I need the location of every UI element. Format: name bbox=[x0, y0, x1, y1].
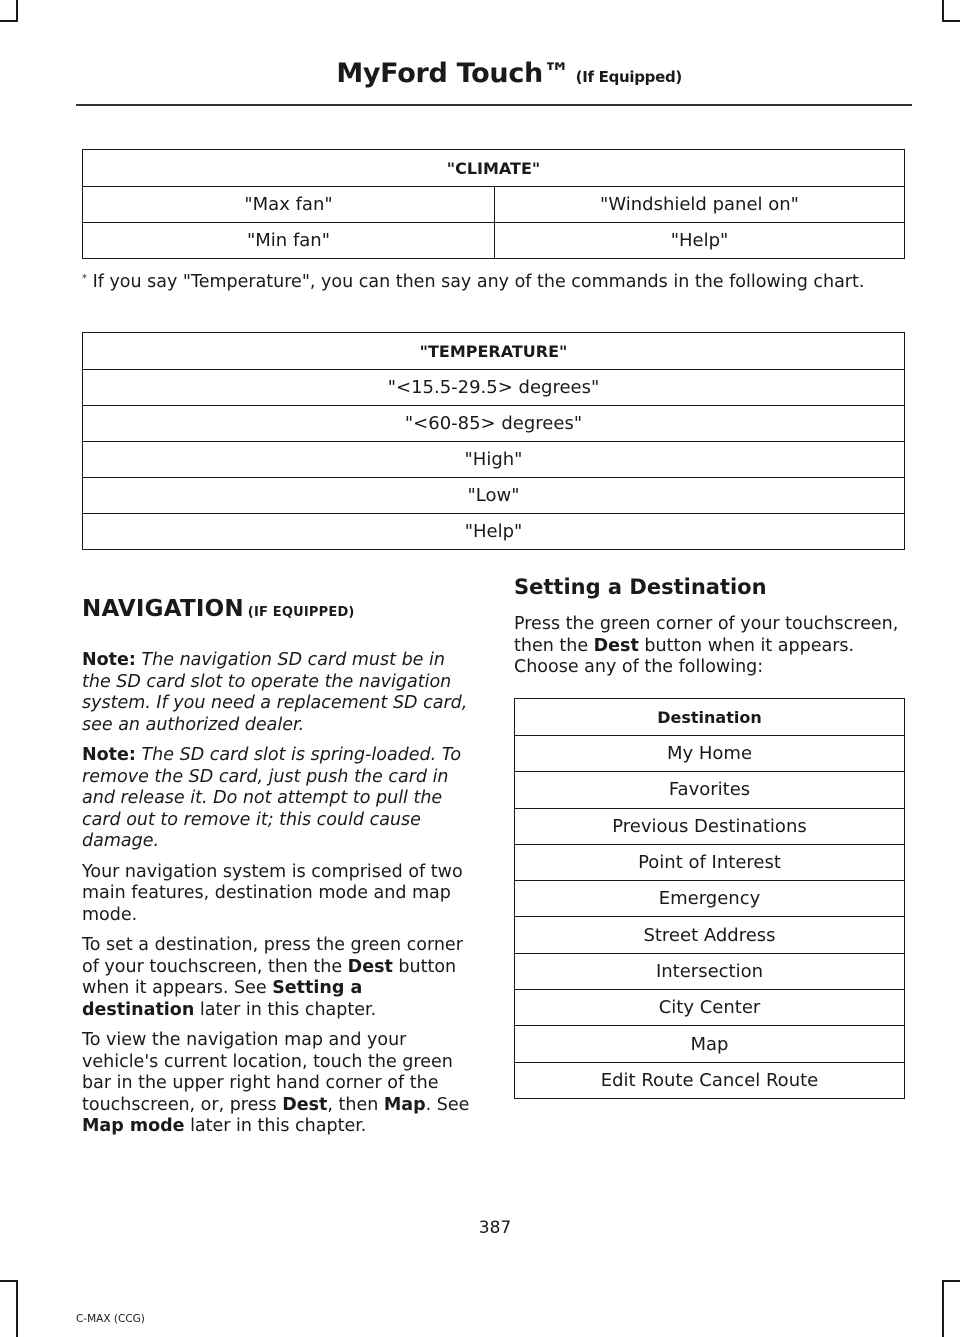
note-label: Note: bbox=[82, 650, 136, 670]
destination-option: Street Address bbox=[515, 917, 905, 953]
temperature-table bbox=[82, 332, 905, 550]
temperature-table-header: "TEMPERATURE" bbox=[83, 333, 905, 370]
navigation-heading bbox=[82, 596, 355, 622]
crop-mark-bottom-right-h bbox=[942, 1280, 960, 1282]
destination-table-header: Destination bbox=[515, 699, 905, 736]
crop-mark-bottom-right bbox=[942, 1280, 944, 1337]
climate-table-header: "CLIMATE" bbox=[83, 150, 905, 187]
model-code: C-MAX (CCG) bbox=[76, 1313, 145, 1325]
setting-destination-link[interactable]: Setting a destination bbox=[82, 978, 363, 1020]
footnote-text: If you say "Temperature", you can then say any of the commands in the following chart. bbox=[87, 272, 865, 292]
header-title-text: MyFord Touch™ bbox=[336, 58, 570, 89]
map-mode-link[interactable]: Map mode bbox=[82, 1116, 185, 1136]
note-spring-loaded bbox=[82, 745, 477, 853]
text-run: later in this chapter. bbox=[184, 1116, 367, 1136]
crop-mark-top-right-h bbox=[942, 20, 960, 22]
temperature-cell: "<15.5-29.5> degrees" bbox=[83, 370, 905, 406]
crop-mark-top-right bbox=[942, 0, 944, 22]
text-run: button when it appears. See bbox=[82, 956, 457, 998]
crop-mark-bottom-left bbox=[16, 1280, 18, 1337]
dest-keyword: Dest bbox=[282, 1094, 328, 1115]
note-label: Note: bbox=[82, 745, 136, 765]
page-header-title bbox=[336, 58, 682, 89]
climate-cell: "Help" bbox=[495, 223, 905, 259]
destination-option: My Home bbox=[515, 736, 905, 772]
destination-option: City Center bbox=[515, 990, 905, 1026]
text-run: Press the green corner of your touchscreen, then the bbox=[514, 614, 899, 656]
temperature-cell: "High" bbox=[83, 442, 905, 478]
destination-table bbox=[514, 698, 905, 1099]
destination-option: Emergency bbox=[515, 881, 905, 917]
destination-option: Previous Destinations bbox=[515, 808, 905, 844]
text-run: later in this chapter. bbox=[194, 999, 377, 1020]
text-run: button when it appears. Choose any of the following: bbox=[514, 635, 855, 677]
header-divider bbox=[76, 104, 912, 106]
destination-option: Favorites bbox=[515, 772, 905, 808]
climate-cell: "Windshield panel on" bbox=[495, 187, 905, 223]
temperature-cell: "<60-85> degrees" bbox=[83, 406, 905, 442]
map-keyword: Map bbox=[383, 1094, 426, 1115]
dest-keyword: Dest bbox=[593, 635, 639, 656]
text-run: To view the navigation map and your vehicle's current location, touch the green bar in the upper right hand corner of the touchscreen, or, press bbox=[82, 1030, 453, 1115]
text-run: . See bbox=[425, 1094, 470, 1115]
navigation-body bbox=[82, 650, 477, 1147]
page-number: 387 bbox=[478, 1218, 512, 1238]
climate-cell: "Max fan" bbox=[83, 187, 495, 223]
footnote-marker: * bbox=[82, 273, 87, 284]
destination-option: Edit Route Cancel Route bbox=[515, 1062, 905, 1098]
setting-destination-intro bbox=[514, 614, 912, 688]
note-sd-card bbox=[82, 650, 477, 736]
temperature-footnote bbox=[82, 268, 912, 293]
climate-table bbox=[82, 149, 905, 259]
intro-paragraph bbox=[514, 614, 912, 679]
destination-option: Map bbox=[515, 1026, 905, 1062]
temperature-cell: "Help" bbox=[83, 514, 905, 550]
nav-paragraph-map bbox=[82, 1030, 477, 1138]
destination-option: Point of Interest bbox=[515, 844, 905, 880]
temperature-cell: "Low" bbox=[83, 478, 905, 514]
crop-mark-top-left bbox=[16, 0, 18, 22]
navigation-heading-text: NAVIGATION bbox=[82, 596, 244, 622]
navigation-qualifier: (IF EQUIPPED) bbox=[247, 605, 355, 620]
crop-mark-top-left-h bbox=[0, 20, 18, 22]
dest-keyword: Dest bbox=[347, 956, 393, 977]
text-run: To set a destination, press the green corner of your touchscreen, then the bbox=[82, 935, 463, 977]
note-text: The navigation SD card must be in the SD card slot to operate the navigation system. If you need a replacement SD card, see an authorized dealer. bbox=[82, 650, 468, 735]
header-qualifier: (If Equipped) bbox=[575, 68, 682, 86]
destination-option: Intersection bbox=[515, 953, 905, 989]
crop-mark-bottom-left-h bbox=[0, 1280, 18, 1282]
note-text: The SD card slot is spring-loaded. To remove the SD card, just push the card in and release it. Do not attempt to pull the card out to remove it; this could cause damage. bbox=[82, 745, 462, 851]
climate-cell: "Min fan" bbox=[83, 223, 495, 259]
setting-destination-heading: Setting a Destination bbox=[514, 575, 767, 599]
nav-paragraph-set-destination bbox=[82, 935, 477, 1021]
text-run: , then bbox=[327, 1094, 384, 1115]
nav-paragraph: Your navigation system is comprised of two main features, destination mode and map mode. bbox=[82, 861, 463, 925]
